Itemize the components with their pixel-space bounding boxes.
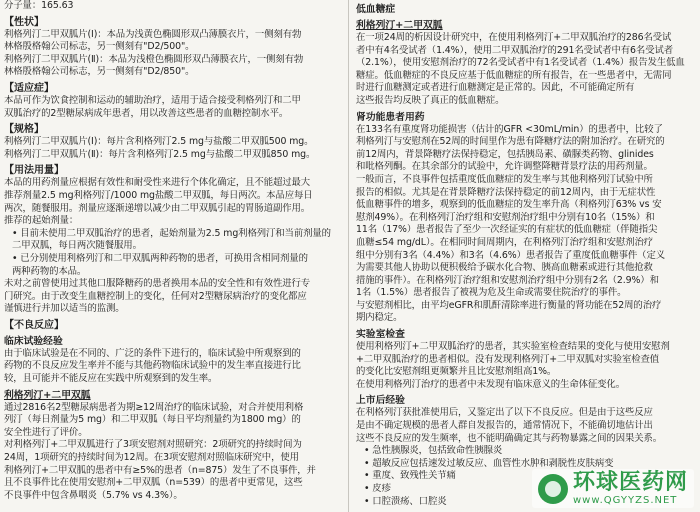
text-line: 使用利格列汀+二甲双胍治疗的患者，其实验室检查结果的变化与使用安慰剂 [356,341,670,353]
text-line: 通过2816名2型糖尿病患者为期≥12周治疗的临床试验，对合并使用利格 [4,401,304,413]
text-line: 组中分别有3名（4.4%）和3名（4.6%）患者报告了重度低血糖事件（定义 [356,249,665,261]
text-line: 不良事件中包含鼻咽炎（5.7% vs 4.3%）。 [4,489,183,501]
text-line: 在一项24周的析因设计研究中，在使用利格列汀+二甲双胍治疗的286名受试 [356,32,672,43]
text-line: • 皮疹 [364,483,391,494]
text-line: 者中有4名受试者（1.4%），使用二甲双胍治疗的291名受试者中有6名受试者 [356,44,674,56]
watermark-title: 环球医药网 [572,470,688,495]
indications-text [4,95,344,120]
text-line: 利格列汀二甲双胍片(Ⅰ)：每片含利格列汀2.5 mg与盐酸二甲双胍500 mg。 [4,136,314,148]
text-line: 未对之前曾使用过其他口服降糖药的患者换用本品的安全性和有效性进行专 [4,278,311,290]
text-line: +二甲双胍治疗的患者相似。没有发现利格列汀+二甲双胍对实验室检查值 [356,353,660,365]
section-title-adverse: 【不良反应】 [4,319,64,331]
text-line: 慰剂49%）。在利格列汀治疗组和安慰剂治疗组中分别有10名（15%）和 [356,211,655,223]
text-line: 1名（1.5%）患者报告了被视为危及生命或需要住院治疗的事件。 [356,287,627,299]
text-line: 前12周内，背景降糖疗法保持稳定，包括胰岛素、磺脲类药物、glinides [356,148,654,160]
properties-text [4,29,344,79]
renal-title: 肾功能患者用药 [356,111,425,123]
text-line: • 超敏反应包括速发过敏反应、血管性水肿和剥脱性皮肤病变 [364,457,614,469]
text-line: 林格殷格翰公司标志，另一侧刻有"D2/500"。 [4,41,195,53]
text-line: 由于临床试验是在不同的、广泛的条件下进行的，临床试验中所观察到的 [4,347,301,359]
text-line: 双胍治疗的2型糖尿病成年患者，用以改善这些患者的血糖控制水平。 [4,107,289,119]
section-title-properties: 【性状】 [4,16,44,28]
watermark-url: www.QGYYZS.NET [572,495,678,506]
right-column [356,0,696,512]
postmarketing-text [356,407,696,445]
text-line: 血糖≤54 mg/dL）。在相同时间周期内，在利格列汀治疗组和安慰剂治疗 [356,236,654,248]
text-line: 在利格列汀获批准使用后，又鉴定出了以下不良反应。但是由于这些反应 [356,407,653,419]
text-line: 与安慰剂相比，由平均eGFR和肌酐清除率进行衡量的肾功能在52周的治疗 [356,299,662,311]
text-line: 是由不确定规模的患者人群自发报告的，通常情况下，不能确切地估计出 [356,420,653,432]
clinical-trial-text [4,348,344,386]
dosage-more [4,278,344,316]
text-line: 本品的用药剂量应根据有效性和耐受性来进行个体化确定，且不能超过最大 [4,177,311,189]
text-line: • 已分别使用利格列汀和二甲双胍两种药物的患者，可换用含相同剂量的 [12,252,308,264]
text-line: 且不良事件比在使用安慰剂+二甲双胍（n=539）的患者中更常见，这些 [4,477,303,489]
dosage-text [4,177,344,227]
text-line: 11名（17%）患者报告了至少一次经证实的有症状的低血糖症（伴随指尖 [356,224,658,236]
section-title-specification: 【规格】 [4,124,44,136]
section-title-dosage: 【用法用量】 [4,165,64,177]
watermark-text [573,471,688,506]
text-line: 推荐剂量2.5 mg利格列汀/1000 mg盐酸二甲双胍，每日两次。本品应每日 [4,189,313,201]
text-line: 的变化比安慰剂组更频繁并且比安慰剂组高1%。 [356,366,557,378]
left-column [4,0,344,512]
text-line: 和吡格列酮。在其余部分的试验中，允许调整降糖背景疗法的用药剂量。 [356,161,653,173]
text-line: 在使用利格列汀治疗的患者中未发现有临床意义的生命体征变化。 [356,378,625,390]
section-title-indications: 【适应症】 [4,82,54,94]
text-line: 利格列汀二甲双胍片(Ⅱ)：每片含利格列汀2.5 mg与盐酸二甲双胍850 mg。 [4,148,316,160]
text-line: 在133名有重度肾功能损害（估计的GFR <30mL/min）的患者中，比较了 [356,123,663,135]
text-line: 推荐的起始剂量： [4,215,79,227]
text-line: 利格列汀与安慰剂在52周的时间里作为患有降糖疗法的附加治疗。在研究的 [356,136,665,148]
renal-text [356,124,696,326]
dosage-bullets [4,228,344,278]
linagliptin-metformin-title: 利格列汀+二甲双胍 [4,389,91,401]
text-line: 谨慎进行并加以适当的监测。 [4,303,125,315]
text-line: 药物的不良反应发生率并不能与其他药物临床试验中的发生率直接进行比 [4,360,301,372]
text-line: 一般而言，不良事件包括重度低血糖症的发生率与其他利格列汀试验中所 [356,173,653,185]
column-divider [348,0,349,512]
text-line: 门研究。由于改变生血糖控制上的变化，任何对2型糖尿病治疗的变化都应 [4,290,307,302]
specification-text [4,136,344,161]
text-line: 林格殷格翰公司标志，另一侧刻有"D2/850"。 [4,66,195,78]
text-line: 期内稳定。 [356,312,403,324]
text-line: 利格列汀+二甲双胍的患者中有≥5%的患者（n=875）发生了不良事件，并 [4,464,316,476]
text-line: 二甲双胍，每日两次随餐服用。 [12,240,142,252]
text-line: （2.1%），使用安慰剂治疗的72名受试者中有1名受试者（1.4%）报告发生低血 [356,57,685,69]
globe-logo-icon [538,474,568,504]
hypoglycemia-title: 低血糖症 [356,4,396,15]
text-line: 措施的事件）。在利格列汀治疗组和安慰剂治疗组中分别有2名（2.9%）和 [356,274,659,286]
text-line: 两种药物的本品。 [12,265,87,277]
text-line: • 急性胰腺炎，包括致命性胰腺炎 [364,445,503,457]
hypoglycemia-subtitle: 利格列汀+二甲双胍 [356,20,443,31]
text-line: 对利格列汀+二甲双胍进行了3项安慰剂对照研究：2项研究的持续时间为 [4,439,302,451]
text-line: 这些报告均反映了真正的低血糖症。 [356,94,505,106]
text-line: 本品可作为饮食控制和运动的辅助治疗，适用于适合接受利格列汀和二甲 [4,94,301,106]
text-line: • 口腔溃疡、口腔炎 [364,495,447,507]
text-line: 两次，随餐服用。剂量应逐渐递增以减少由二甲双胍引起的胃肠道副作用。 [4,202,311,214]
text-line: 安全性进行了评价。 [4,426,88,438]
text-line: 较，且可能并不能反应在实践中所观察到的发生率。 [4,373,218,385]
text-line: 利格列汀二甲双胍片(Ⅱ)：本品为浅橙色椭圆形双凸薄膜衣片，一侧刻有勃 [4,53,304,65]
text-line: 利格列汀二甲双胍片(Ⅰ)：本品为浅黄色椭圆形双凸薄膜衣片，一侧刻有勃 [4,28,302,40]
text-line: 列汀（每日剂量为5 mg）和二甲双胍（每日平均剂量约为1800 mg）的 [4,414,301,426]
lab-title: 实验室检查 [356,329,405,341]
text-line: 为需要其他人协助以便积极给予碳水化合物、胰高血糖素或进行其他抢救 [356,262,653,274]
hypoglycemia-text [356,32,696,108]
text-line: 24周，1项研究的持续时间为12周。在3项安慰剂对照临床研究中，使用 [4,452,299,464]
molecular-weight: 分子量：165.63 [4,0,74,11]
text-line: 低血糖事件的增多，观察到的低血糖症的发生率升高（利格列汀63% vs 安 [356,199,662,211]
text-line: 这些不良反应的发生频率，也不能明确确定其与药物暴露之间的因果关系。 [356,432,663,444]
lab-text [356,341,696,391]
text-line: 糖症。低血糖症的不良反应基于低血糖症的所有报告，在一些患者中，无需同 [356,69,672,81]
site-watermark [532,469,694,508]
postmarketing-title: 上市后经验 [356,395,405,407]
linagliptin-metformin-text [4,402,344,503]
text-line: • 目前未使用二甲双胍治疗的患者，起始剂量为2.5 mg利格列汀和当前剂量的 [12,227,331,239]
clinical-trial-title: 临床试验经验 [4,335,63,347]
text-line: • 重度、致残性关节痛 [364,470,456,482]
text-line: 报告的相似。尤其是在背景降糖疗法保持稳定的前12周内，由于无症状性 [356,186,656,198]
text-line: 时进行血糖测定或者进行血糖测定是正常的。因此，不可能确定所有 [356,82,635,94]
